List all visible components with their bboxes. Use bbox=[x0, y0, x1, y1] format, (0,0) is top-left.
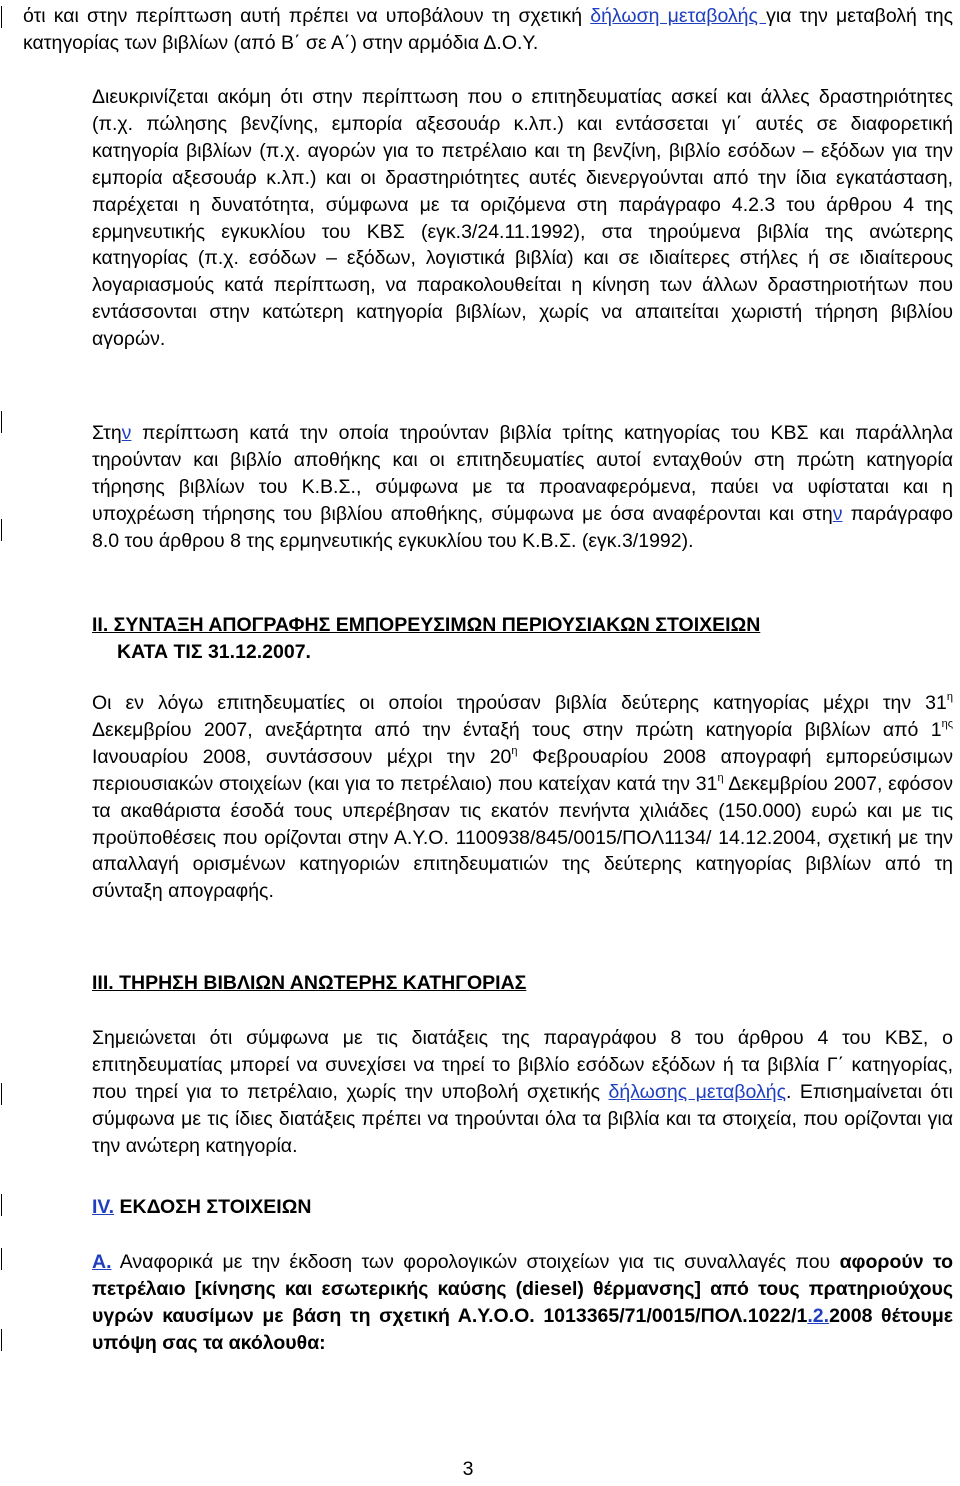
paragraph-6 bbox=[23, 1249, 953, 1357]
heading-line-1: II. ΣΥΝΤΑΞΗ ΑΠΟΓΡΑΦΗΣ ΕΜΠΟΡΕΥΣΙΜΩΝ ΠΕΡΙΟΥΣΙΑΚΩΝ ΣΤΟΙΧΕΙΩΝ bbox=[92, 614, 761, 636]
superscript: ης bbox=[941, 717, 953, 730]
paragraph-1 bbox=[23, 3, 953, 57]
text: Σημειώνεται ότι σύμφωνα με τις διατάξεις της παραγράφου 8 του άρθρου 4 του ΚΒΣ, ο επιτηδευματίας μπορεί να συνεχίσει να τηρεί το βιβλίο εσόδων εξόδων ή τα βιβλία Γ΄ κατηγορίας, που τηρεί για το πετρέλαιο, χωρίς την υποβολή σχετικής bbox=[92, 1027, 953, 1103]
heading-line-2: ΚΑΤΑ ΤΙΣ 31.12.2007. bbox=[117, 641, 311, 663]
heading-text: III. ΤΗΡΗΣΗ ΒΙΒΛΙΩΝ ΑΝΩΤΕΡΗΣ ΚΑΤΗΓΟΡΙΑΣ bbox=[92, 972, 527, 994]
text: Οι εν λόγω επιτηδευματίες οι οποίοι τηρούσαν βιβλία δεύτερης κατηγορίας μέχρι την 31 bbox=[92, 692, 947, 714]
paragraph-4 bbox=[23, 690, 953, 905]
section-heading-3 bbox=[92, 970, 526, 997]
revision-mark: ν bbox=[121, 422, 132, 444]
text: περίπτωση κατά την οποία τηρούνταν βιβλία τρίτης κατηγορίας του ΚΒΣ και παράλληλα τηρούνταν και βιβλίο αποθήκης και οι επιτηδευματίες αυτοί ενταχθούν στη πρώτη κατηγορία τήρησης βιβλίων του Κ.Β.Σ., σύμφωνα με τα προαναφερόμενα, παύει να υφίσταται και η υποχρέωση τήρησης του βιβλίου αποθήκης, σύμφωνα με όσα αναφέρονται και στη bbox=[92, 422, 953, 525]
revision-bar bbox=[1, 1194, 2, 1216]
text: Ιανουαρίου 2008, συντάσσουν μέχρι την 20 bbox=[92, 745, 512, 768]
superscript: η bbox=[717, 771, 724, 784]
superscript: η bbox=[946, 691, 953, 703]
section-heading-2 bbox=[92, 612, 760, 666]
text: Αναφορικά με την έκδοση των φορολογικών στοιχείων για τις συναλλαγές που bbox=[111, 1251, 840, 1273]
revision-bar bbox=[1, 1329, 2, 1351]
paragraph-3 bbox=[23, 420, 953, 555]
superscript: η bbox=[511, 744, 518, 757]
text: ότι και στην περίπτωση αυτή πρέπει να υποβάλουν τη σχετική bbox=[23, 5, 591, 27]
paragraph-5 bbox=[23, 1025, 953, 1160]
text: . Επισημαίνεται ότι σύμφωνα με τις ίδιες διατάξεις πρέπει να τηρούνται όλα τα βιβλία και τα στοιχεία, που ορίζονται για την ανώτερη κατηγορία. bbox=[92, 1080, 954, 1157]
item-label: Α. bbox=[92, 1251, 112, 1273]
page-number: 3 bbox=[462, 1458, 474, 1480]
text: για την μεταβολή της κατηγορίας των βιβλίων (από Β΄ σε Α΄) στην αρμόδια Δ.Ο.Υ. bbox=[23, 5, 953, 54]
revision-bar bbox=[1, 519, 2, 541]
bold-text: αφορούν το πετρέλαιο [κίνησης και εσωτερικής καύσης (diesel) θέρμανσης] από τους πρατηριούχους υγρών καυσίμων με βάση τη σχετική Α.Υ.Ο.Ο. 1013365/71/0015/ΠΟΛ.1022/1 bbox=[92, 1251, 953, 1327]
revision-mark: ν bbox=[832, 502, 843, 525]
revision-mark: .2. bbox=[807, 1304, 830, 1327]
heading-number: IV. bbox=[92, 1196, 115, 1218]
section-heading-4 bbox=[92, 1194, 311, 1221]
paragraph-2 bbox=[23, 84, 953, 353]
revision-bar bbox=[1, 1083, 2, 1105]
revision-bar bbox=[1, 411, 2, 433]
revision-bar bbox=[1, 6, 2, 28]
declaration-link[interactable]: δήλωσης μεταβολής bbox=[608, 1080, 786, 1103]
text: Στη bbox=[92, 422, 122, 444]
text: Φεβρουαρίου 2008 απογραφή εμπορεύσιμων περιουσιακών στοιχείων (και για το πετρέλαιο) που κατείχαν κατά την 31 bbox=[92, 745, 953, 795]
text: Δεκεμβρίου 2007, εφόσον τα ακαθάριστα έσοδά τους υπερέβησαν τις εκατόν πενήντα χιλιάδες (150.000) ευρώ και με τις προϋποθέσεις που ορίζονται στην Α.Υ.Ο. 1100938/845/0015/ΠΟΛ1134/ 14.12.2004, σχετική με την απαλλαγή ορισμένων κατηγοριών επιτηδευματιών της δεύτερης κατηγορίας βιβλίων από τη σύνταξη απογραφής. bbox=[92, 772, 953, 903]
bold-text: 2008 θέτουμε υπόψη σας τα ακόλουθα: bbox=[92, 1304, 953, 1354]
revision-bar bbox=[1, 1248, 2, 1270]
declaration-link[interactable]: δήλωση μεταβολής bbox=[590, 5, 767, 27]
paragraph-2-text: Διευκρινίζεται ακόμη ότι στην περίπτωση που ο επιτηδευματίας ασκεί και άλλες δραστηριότητες (π.χ. πώλησης βενζίνης, εμπορία αξεσουάρ κ.λπ.) και εντάσσεται γι΄ αυτές σε διαφορετική κατηγορία βιβλίων (π.χ. αγορών για το πετρέλαιο και τη βενζίνη, βιβλίο εσόδων – εξόδων για την εμπορία αξεσουάρ κ.λπ.) και οι δραστηριότητες αυτές διενεργούνται από την ίδια εγκατάσταση, παρέχεται η δυνατότητα, σύμφωνα με τα οριζόμενα στη παράγραφο 4.2.3 του άρθρου 4 της ερμηνευτικής εγκυκλίου του ΚΒΣ (εγκ.3/24.11.1992), στα τηρούμενα βιβλία της ανώτερης κατηγορίας (π.χ. εσόδων – εξόδων, λογιστικά βιβλία) και σε ιδιαίτερες στήλες ή σε ιδιαίτερους λογαριασμούς κατά περίπτωση, να παρακολουθείται η κίνηση των άλλων δραστηριοτήτων που εντάσσονται στην κατώτερη κατηγορία βιβλίων, χωρίς να απαιτείται χωριστή τήρηση βιβλίου αγορών. bbox=[92, 86, 953, 351]
text: Δεκεμβρίου 2007, ανεξάρτητα από την ένταξή τους στην πρώτη κατηγορία βιβλίων από 1 bbox=[92, 718, 942, 741]
heading-text: ΕΚΔΟΣΗ ΣΤΟΙΧΕΙΩΝ bbox=[114, 1196, 312, 1218]
text: παράγραφο 8.0 του άρθρου 8 της ερμηνευτικής εγκυκλίου του Κ.Β.Σ. (εγκ.3/1992). bbox=[92, 502, 953, 552]
